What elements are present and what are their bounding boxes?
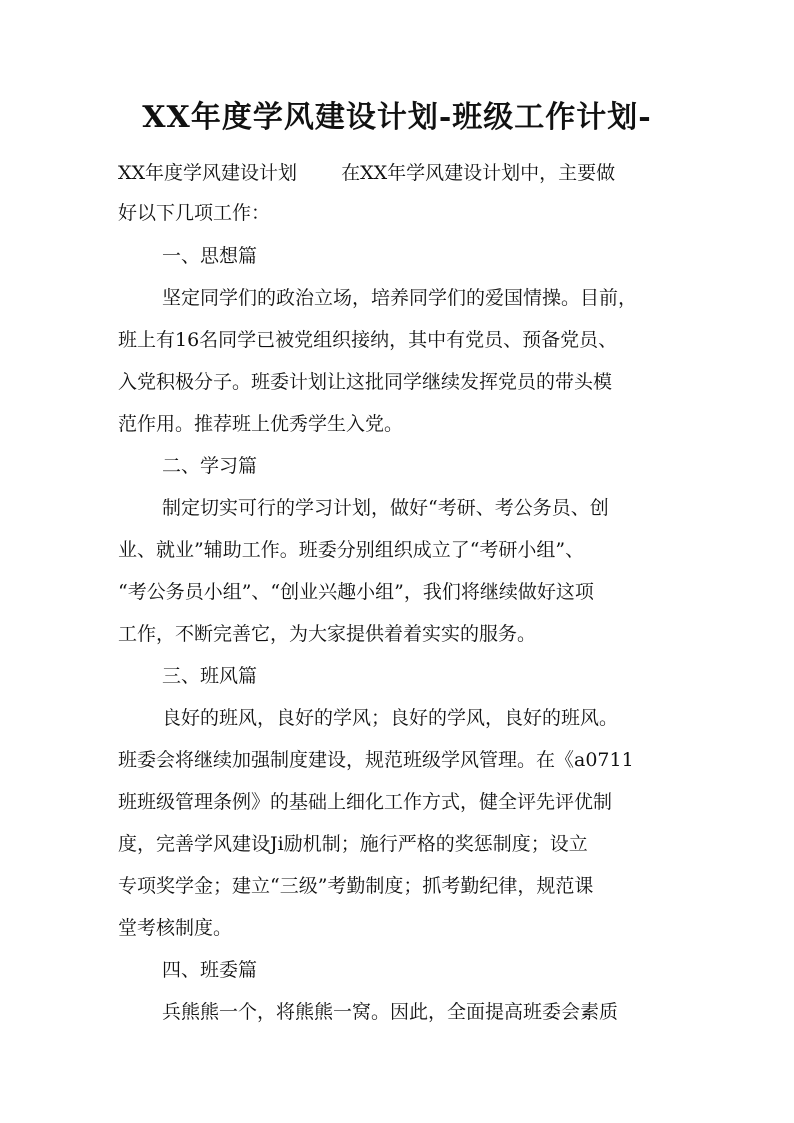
paragraph-line: “考公务员小组”、“创业兴趣小组”，我们将继续做好这项 <box>118 581 594 603</box>
paragraph-line: 制定切实可行的学习计划，做好“考研、考公务员、创 <box>162 497 609 519</box>
section-heading-committee: 四、班委篇 <box>162 959 258 981</box>
paragraph-line: 班上有16名同学已被党组织接纳，其中有党员、预备党员、 <box>118 329 618 351</box>
paragraph-line: 坚定同学们的政治立场，培养同学们的爱国情操。目前， <box>162 287 638 309</box>
paragraph-line: 入党积极分子。班委计划让这批同学继续发挥党员的带头模 <box>118 371 613 393</box>
paragraph-line: 班委会将继续加强制度建设，规范班级学风管理。在《a0711 <box>118 749 634 771</box>
paragraph-line: 兵熊熊一个，将熊熊一窝。因此，全面提高班委会素质 <box>162 1001 619 1023</box>
section-heading-class-style: 三、班风篇 <box>162 665 258 687</box>
paragraph-line: 班班级管理条例》的基础上细化工作方式，健全评先评优制 <box>118 791 613 813</box>
paragraph-line: 良好的班风，良好的学风；良好的学风，良好的班风。 <box>162 707 619 729</box>
paragraph-line: 工作，不断完善它，为大家提供着着实实的服务。 <box>118 623 537 645</box>
paragraph-line: 业、就业”辅助工作。班委分别组织成立了“考研小组”、 <box>118 539 585 561</box>
paragraph-line: 范作用。推荐班上优秀学生入党。 <box>118 413 404 435</box>
paragraph-line: 堂考核制度。 <box>118 917 233 939</box>
section-heading-thought: 一、思想篇 <box>162 245 258 267</box>
intro-line-1: XX年度学风建设计划 在XX年学风建设计划中，主要做 <box>118 162 616 184</box>
intro-line-2: 好以下几项工作： <box>118 202 271 224</box>
section-heading-study: 二、学习篇 <box>162 455 258 477</box>
paragraph-line: 专项奖学金；建立“三级”考勤制度；抓考勤纪律，规范课 <box>118 875 594 897</box>
document-title: XX年度学风建设计划-班级工作计划- <box>142 100 652 135</box>
paragraph-line: 度，完善学风建设Ji励机制；施行严格的奖惩制度；设立 <box>118 833 588 855</box>
